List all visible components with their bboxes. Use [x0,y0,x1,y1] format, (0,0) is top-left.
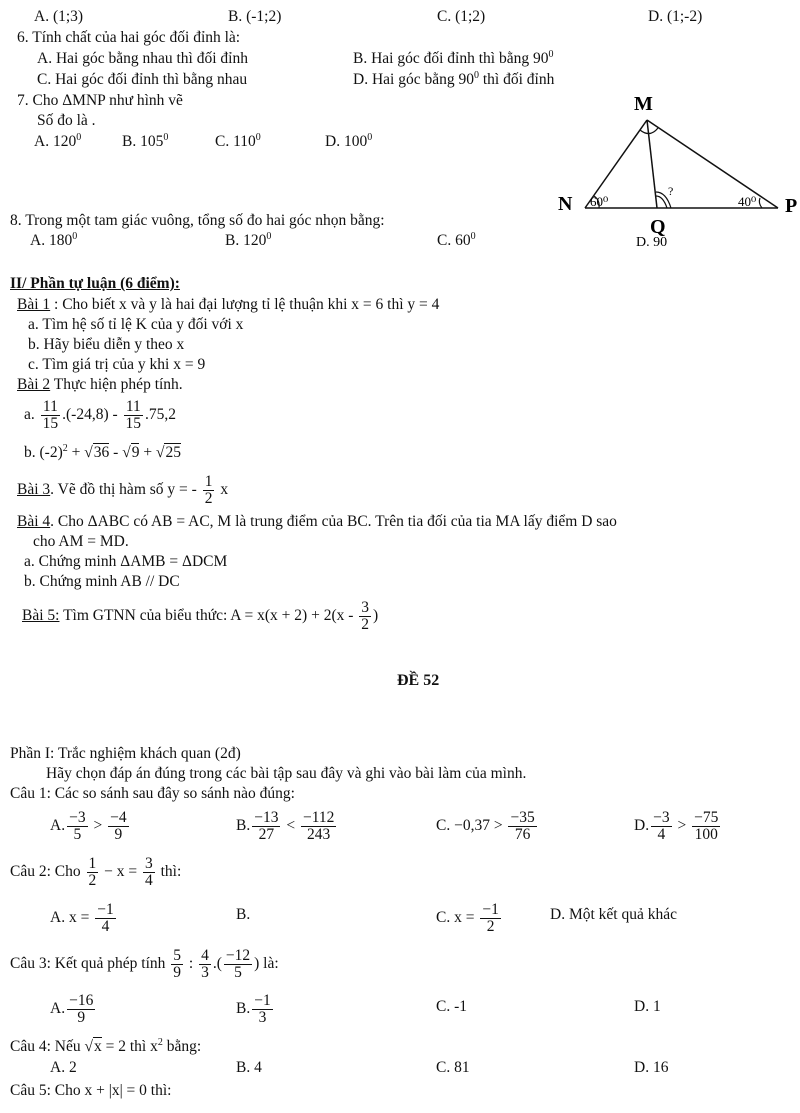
c3-option-c: C. -1 [436,998,467,1015]
angle-arc-q [656,196,667,208]
label-p: P [785,195,798,217]
triangle-mnp-figure [550,88,800,248]
bai3-text: Bài 3. Vẽ đồ thị hàm số y = - $\frac{1}{2}$ x [17,472,229,507]
c3-option-a: A. $\frac{-16}{9}$ [50,991,94,1026]
angle-p-value: 40⁰ [738,194,757,209]
q7-subtext: Số đo là . [37,112,96,129]
bai2-b-expression: b. $(-2)^2 + √36 - √9 + √25$ [24,442,181,461]
c4-stem: Câu 4: Nếu √x = 2 thì $x^2$ bằng: [10,1036,202,1055]
c1-option-d: D. $\frac{-3}{4}$ > $\frac{-75}{100}$ [634,808,719,843]
q5-option-c: C. (1;2) [437,8,486,25]
c2-stem: Câu 2: Cho $\frac{1}{2}$ − x = $\frac{3}{4}$ thì: [10,854,182,889]
angle-q-unknown: ? [668,184,674,198]
label-n: N [558,193,573,215]
exam-title: ĐỀ 52 [397,672,440,689]
c4-option-d: D. 16 [634,1059,669,1076]
c1-stem: Câu 1: Các so sánh sau đây so sánh nào đúng: [10,785,295,802]
c4-option-a: A. 2 [50,1059,77,1076]
q6-option-b: B. Hai góc đối đỉnh thì bằng $90^0$ [353,48,554,67]
q6-option-a: A. Hai góc bằng nhau thì đối đỉnh [37,50,248,67]
cut-off-option: D. 90 [636,235,668,248]
c2-option-b: B. [236,906,251,923]
q5-option-b: B. (-1;2) [228,8,282,25]
bai1-text: Bài 1 : Cho biết x và y là hai đại lượng tỉ lệ thuận khi x = 6 thì y = 4 [17,296,440,313]
side-mp [647,120,778,208]
label-m: M [634,93,653,115]
bai4-continuation: cho AM = MD. [33,533,129,550]
q6-option-c: C. Hai góc đối đỉnh thì bằng nhau [37,71,248,88]
c5-stem: Câu 5: Cho x + |x| = 0 thì: [10,1082,172,1099]
c1-option-c: C. −0,37 > $\frac{-35}{76}$ [436,808,535,843]
label-q: Q [650,216,666,238]
c4-option-c: C. 81 [436,1059,470,1076]
q7-option-a: A. $120^0$ [34,131,82,150]
c3-option-b: B. $\frac{-1}{3}$ [236,991,271,1026]
c1-option-b: B. $\frac{-13}{27}$ < $\frac{-112}{243}$ [236,808,335,843]
q8-option-a: A. $180^0$ [30,230,78,249]
bai4-b: b. Chứng minh AB // DC [24,573,180,590]
bai2-a-expression: a. $\frac{11}{15}$ .(-24,8) - $\frac{11}{15}$ .75,2 [24,397,177,432]
q7-option-c: C. $110^0$ [215,131,261,150]
bai1-c: c. Tìm giá trị của y khi x = 9 [28,356,206,373]
q5-option-d: D. (1;-2) [648,8,703,25]
q7-stem: 7. Cho ΔMNP như hình vẽ [17,92,183,109]
q8-option-b: B. $120^0$ [225,230,272,249]
c3-stem: Câu 3: Kết quả phép tính $\frac{5}{9}$ : $\frac{4}{3}$ .( $\frac{-12}{5}$ ) là: [10,946,279,981]
part2-title: II/ Phần tự luận (6 điểm): [10,275,180,292]
q7-option-d: D. $100^0$ [325,131,373,150]
bai1-b: b. Hãy biểu diễn y theo x [28,336,185,353]
q8-option-c: C. $60^0$ [437,230,476,249]
bai1-a: a. Tìm hệ số tỉ lệ K của y đối với x [28,316,244,333]
c2-option-c: C. x = $\frac{-1}{2}$ [436,900,499,935]
bai4-text: Bài 4. Cho ΔABC có AB = AC, M là trung điểm của BC. Trên tia đối của tia MA lấy điểm D sao [17,513,617,530]
q7-option-b: B. $105^0$ [122,131,169,150]
q6-option-d: D. Hai góc bằng $90^0$ thì đối đỉnh [353,69,555,88]
c2-option-d: D. Một kết quả khác [550,906,677,923]
q8-stem: 8. Trong một tam giác vuông, tổng số đo hai góc nhọn bằng: [10,212,385,229]
c3-option-d: D. 1 [634,998,661,1015]
angle-arc-p [759,198,762,208]
q6-stem: 6. Tính chất của hai góc đối đỉnh là: [17,29,241,46]
angle-n-value: 60⁰ [590,194,609,209]
q5-option-a: A. (1;3) [34,8,84,25]
bai2-text: Bài 2 Thực hiện phép tính. [17,376,183,393]
c1-option-a: A. $\frac{-3}{5}$ > $\frac{-4}{9}$ [50,808,127,843]
c2-option-a: A. x = $\frac{-1}{4}$ [50,900,114,935]
bai4-a: a. Chứng minh ΔAMB = ΔDCM [24,553,228,570]
bai5-text: Bài 5: Tìm GTNN của biểu thức: A = x(x + 2) + 2(x - $\frac{3}{2}$ ) [22,598,379,633]
part1-title: Phần I: Trắc nghiệm khách quan (2đ) [10,745,241,762]
c4-option-b: B. 4 [236,1059,262,1076]
part1-intro: Hãy chọn đáp án đúng trong các bài tập sau đây và ghi vào bài làm của mình. [46,765,527,782]
